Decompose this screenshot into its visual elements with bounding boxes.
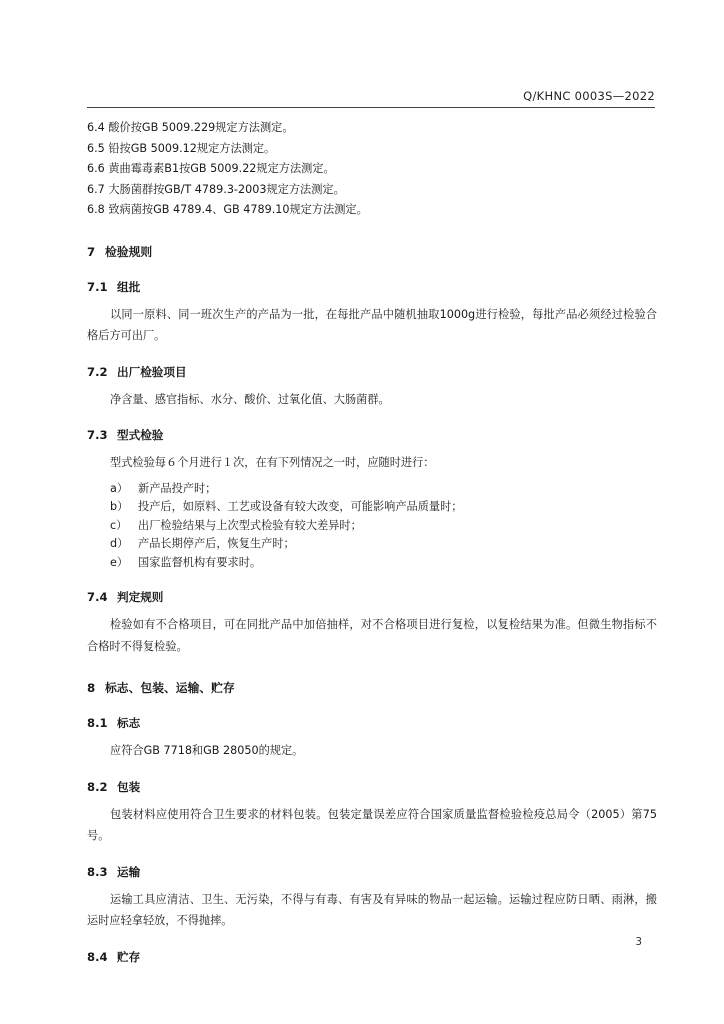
list-item bbox=[87, 554, 657, 573]
subsection-heading-7-3 bbox=[87, 425, 657, 445]
subsection-title: 标志 bbox=[117, 716, 141, 730]
paragraph-8-1: 应符合GB 7718和GB 28050的规定。 bbox=[110, 744, 304, 757]
subsection-heading-8-1 bbox=[87, 713, 657, 733]
list-item bbox=[87, 498, 657, 517]
subsection-heading-8-2 bbox=[87, 777, 657, 797]
subsection-number: 8.2 bbox=[87, 779, 108, 794]
subsection-title: 出厂检验项目 bbox=[117, 364, 187, 379]
list-item-text: 国家监督机构有要求时。 bbox=[138, 555, 262, 569]
subsection-number: 7.2 bbox=[87, 364, 108, 379]
list-item-label: c） bbox=[110, 518, 128, 532]
list-item-text: 投产后，如原料、工艺或设备有较大改变，可能影响产品质量时； bbox=[138, 500, 463, 513]
section-title: 标志、包装、运输、贮存 bbox=[105, 681, 235, 695]
list-item bbox=[87, 517, 657, 536]
subsection-title: 组批 bbox=[117, 279, 141, 294]
subsection-title: 判定规则 bbox=[117, 590, 164, 604]
list-item bbox=[87, 480, 657, 499]
paragraph-7-2: 净含量、感官指标、水分、酸价、过氧化值、大肠菌群。 bbox=[110, 392, 390, 406]
section-heading-7 bbox=[87, 242, 657, 262]
subsection-number: 7.1 bbox=[87, 279, 108, 294]
subsection-number: 8.3 bbox=[87, 864, 108, 879]
subsection-number: 8.1 bbox=[87, 716, 108, 730]
test-method-6-7: 6.7 大肠菌群按GB/T 4789.3-2003规定方法测定。 bbox=[87, 182, 345, 196]
subsection-title: 包装 bbox=[117, 779, 141, 794]
list-item-label: a） bbox=[110, 481, 129, 495]
page-number: 3 bbox=[635, 936, 642, 948]
document-body bbox=[87, 118, 657, 967]
test-method-6-5: 6.5 铅按GB 5009.12规定方法测定。 bbox=[87, 141, 276, 155]
test-method-6-4: 6.4 酸价按GB 5009.229规定方法测定。 bbox=[87, 121, 294, 134]
list-item-text: 新产品投产时； bbox=[138, 481, 217, 495]
subsection-heading-7-2 bbox=[87, 362, 657, 382]
subsection-title: 运输 bbox=[117, 864, 141, 879]
list-item-label: d） bbox=[110, 537, 129, 550]
header-rule bbox=[87, 107, 655, 108]
subsection-number: 7.3 bbox=[87, 428, 108, 442]
subsection-heading-7-4 bbox=[87, 587, 657, 607]
subsection-title: 型式检验 bbox=[117, 428, 164, 442]
list-item-label: e） bbox=[110, 555, 129, 569]
paragraph-8-3: 运输工具应清洁、卫生、无污染，不得与有毒、有害及有异味的物品一起运输。运输过程应防日晒、雨淋，搬运时应轻拿轻放，不得抛摔。 bbox=[87, 892, 657, 927]
list-item bbox=[87, 535, 657, 554]
subsection-heading-8-3 bbox=[87, 862, 657, 882]
section-number: 8 bbox=[87, 681, 96, 695]
subsection-heading-7-1 bbox=[87, 277, 657, 297]
subsection-title: 贮存 bbox=[117, 949, 141, 964]
list-item-text: 出厂检验结果与上次型式检验有较大差异时； bbox=[138, 518, 362, 532]
test-method-6-8: 6.8 致病菌按GB 4789.4、GB 4789.10规定方法测定。 bbox=[87, 203, 368, 216]
standard-number: Q/KHNC 0003S—2022 bbox=[523, 89, 655, 103]
test-method-6-6: 6.6 黄曲霉毒素B1按GB 5009.22规定方法测定。 bbox=[87, 162, 335, 175]
section-number: 7 bbox=[87, 244, 96, 259]
paragraph-8-2: 包装材料应使用符合卫生要求的材料包装。包装定量误差应符合国家质量监督检验检疫总局令（2005）第75号。 bbox=[87, 807, 657, 842]
subsection-number: 7.4 bbox=[87, 590, 108, 604]
section-title: 检验规则 bbox=[105, 244, 153, 259]
subsection-heading-8-4 bbox=[87, 947, 657, 967]
section-heading-8 bbox=[87, 678, 657, 698]
paragraph-7-3: 型式检验每６个月进行１次，在有下列情况之一时，应随时进行： bbox=[110, 456, 435, 469]
paragraph-7-1: 以同一原料、同一班次生产的产品为一批，在每批产品中随机抽取1000g进行检验，每批产品必须经过检验合格后方可出厂。 bbox=[87, 307, 657, 342]
paragraph-7-4: 检验如有不合格项目，可在同批产品中加倍抽样，对不合格项目进行复检，以复检结果为准。但微生物指标不合格时不得复检验。 bbox=[87, 618, 657, 653]
list-item-label: b） bbox=[110, 500, 129, 513]
subsection-number: 8.4 bbox=[87, 949, 108, 964]
list-item-text: 产品长期停产后，恢复生产时； bbox=[138, 537, 295, 550]
